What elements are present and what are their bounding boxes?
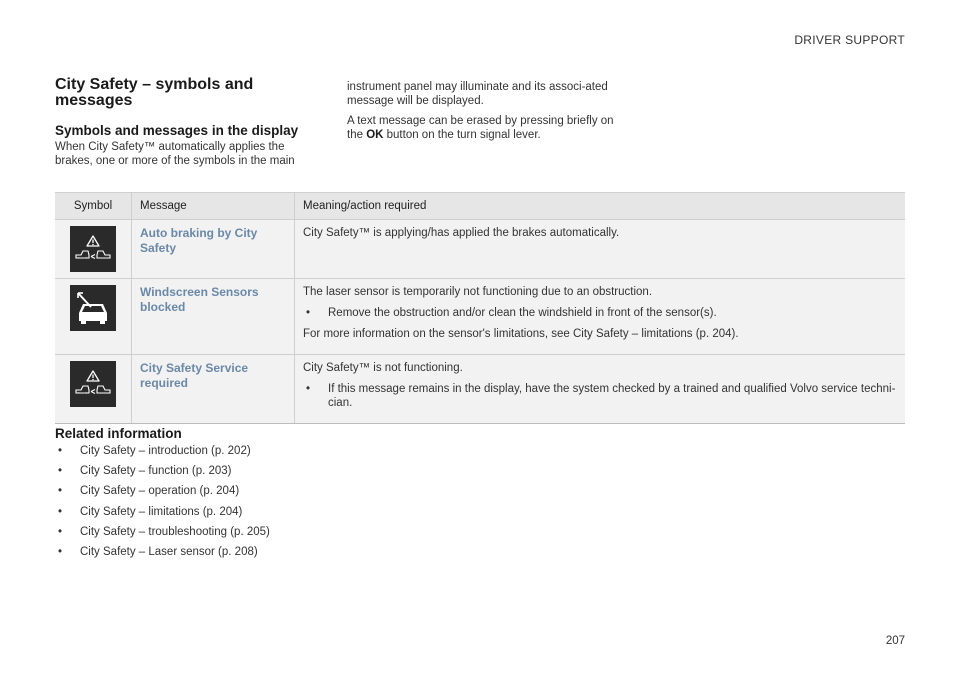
bullet-glyph: • [58,545,63,558]
related-link[interactable] [55,484,270,504]
message-cell: City Safety Service required [132,355,295,424]
bullet-text: If this message remains in the display, have the system checked by a trained and qualified Volvo service techni-cian. [328,383,896,409]
bullet-glyph: • [58,465,63,478]
meaning-text: The laser sensor is temporarily not functioning due to an obstruction. [303,286,653,298]
ok-button-label: OK [366,129,384,141]
related-link[interactable] [55,525,270,545]
related-link-text[interactable]: City Safety – troubleshooting (p. 205) [80,525,270,538]
table-row [55,220,905,279]
section-header: DRIVER SUPPORT [794,33,905,47]
symbol-cell [55,279,132,355]
meaning-text: City Safety™ is not functioning. [303,362,463,374]
city-safety-warning-icon [70,226,116,272]
bullet-glyph: • [58,505,63,518]
meaning-cell [295,279,906,355]
list-item [303,306,897,320]
symbol-cell [55,220,132,279]
meaning-cell [295,220,906,279]
meaning-cell [295,355,906,424]
page-title: City Safety – symbols and messages [55,76,254,109]
page-number: 207 [885,635,905,647]
symbol-cell [55,355,132,424]
bullet-glyph: • [58,445,63,457]
table-row [55,355,905,424]
header-meaning: Meaning/action required [295,193,906,220]
related-information-title: Related information [55,426,182,441]
meaning-text: City Safety™ is applying/has applied the brakes automatically. [303,227,620,239]
windscreen-sensor-icon [70,285,116,331]
bullet-glyph: • [58,525,63,538]
meaning-note: For more information on the sensor's limitations, see City Safety – limitations (p. 204). [303,328,739,340]
related-link-text[interactable]: City Safety – limitations (p. 204) [80,505,243,518]
related-links-list [55,444,270,565]
symbols-table [55,192,905,424]
bullet-glyph: • [58,485,63,498]
intro-p3-before: A text message can be erased by pressing briefly on the [347,115,614,141]
related-link-text[interactable]: City Safety – function (p. 203) [80,465,232,478]
bullet-text: Remove the obstruction and/or clean the windshield in front of the sensor(s). [328,307,717,319]
intro-p3-after: button on the turn signal lever. [383,129,541,141]
related-link[interactable] [55,505,270,525]
list-item [303,382,897,410]
related-link[interactable] [55,545,270,565]
message-cell: Windscreen Sensors blocked [132,279,295,355]
city-safety-warning-icon [70,361,116,407]
header-message: Message [132,193,295,220]
bullet-glyph: • [306,383,311,395]
related-link-text[interactable]: City Safety – Laser sensor (p. 208) [80,545,258,558]
related-link[interactable] [55,464,270,484]
bullet-glyph: • [306,307,311,319]
header-symbol: Symbol [55,193,132,220]
related-link-text[interactable]: City Safety – introduction (p. 202) [80,445,251,457]
table-header-row [55,193,905,220]
related-link[interactable] [55,444,270,464]
message-cell: Auto braking by City Safety [132,220,295,279]
intro-paragraph-1: When City Safety™ automatically applies the brakes, one or more of the symbols in the main [55,141,295,167]
intro-paragraph-3 [347,114,617,142]
related-link-text[interactable]: City Safety – operation (p. 204) [80,485,240,498]
intro-paragraph-2: instrument panel may illuminate and its associ-ated message will be displayed. [347,81,608,107]
section-subtitle: Symbols and messages in the display [55,123,299,138]
table-row [55,279,905,355]
